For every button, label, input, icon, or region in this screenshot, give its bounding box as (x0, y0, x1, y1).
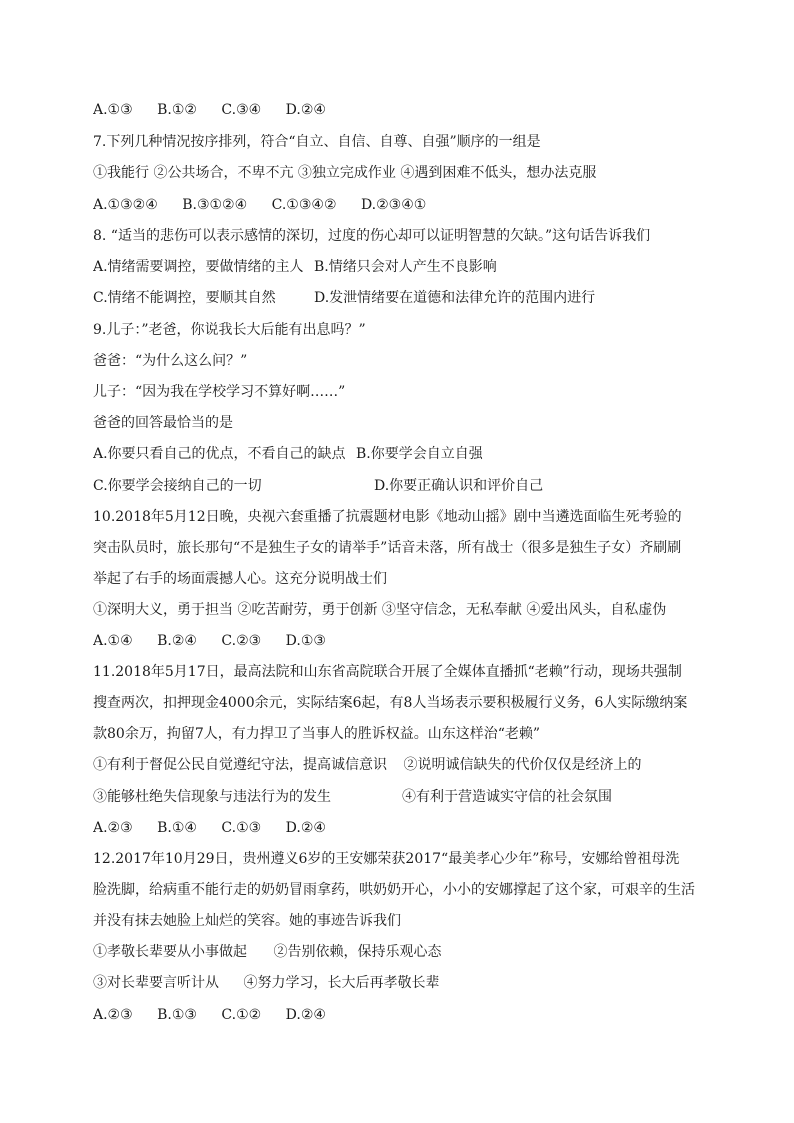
q12-stem-line-1: 12.2017年10月29日，贵州遵义6岁的王安娜荣获2017“最美孝心少年”称号，安娜给曾祖母洗 (93, 851, 680, 867)
q6-option-b: B.①② (157, 102, 197, 118)
q10-stem-line-2: 突击队员时，旅长那句“不是独生子女的请举手”话音未落，所有战士（很多是独生子女）齐刷刷 (93, 540, 682, 556)
q10-options (93, 631, 733, 651)
q11-option-c: C.①③ (221, 820, 262, 836)
q9-options-row2 (93, 476, 733, 496)
q12-statement-2: ②告别依赖，保持乐观心态 (273, 944, 442, 960)
q9-option-b: B.你要学会自立自强 (356, 446, 483, 462)
q7-option-b: B.③①②④ (182, 197, 248, 213)
q11-option-a: A.②③ (93, 820, 133, 836)
q10-option-c: C.②③ (221, 633, 262, 649)
q7-stem: 7.下列几种情况按序排列，符合“自立、自信、自尊、自强”顺序的一组是 (93, 134, 541, 150)
q12-statement-4: ④努力学习，长大后再孝敬长辈 (243, 975, 440, 991)
q12-stem-line-3: 并没有抹去她脸上灿烂的笑容。她的事迹告诉我们 (93, 913, 401, 929)
q11-stem-line-1: 11.2018年5月17日，最高法院和山东省高院联合开展了全媒体直播抓“老赖”行动，现场共强制 (93, 664, 682, 680)
q11-statement-2: ②说明诚信缺失的代价仅仅是经济上的 (403, 757, 642, 773)
q8-options-row2 (93, 288, 733, 308)
q8-option-d: D.发泄情绪要在道德和法律允许的范围内进行 (314, 290, 596, 306)
q11-stem-line-2: 搜查两次，扣押现金4000余元，实际结案6起，有8人当场表示要积极履行义务，6人实际缴纳案 (93, 695, 688, 711)
q7-option-d: D.②③④① (360, 197, 427, 213)
q11-stem-line-3: 款80余万，拘留7人，有力捍卫了当事人的胜诉权益。山东这样治“老赖” (93, 726, 541, 742)
q7-option-a: A.①③②④ (93, 197, 158, 213)
q12-option-a: A.②③ (93, 1007, 133, 1023)
q8-option-a: A.情绪需要调控，要做情绪的主人 (93, 259, 304, 275)
q7-options (93, 195, 733, 215)
q9-dialog-son-1: 9.儿子：”老爸，你说我长大后能有出息吗？” (93, 322, 366, 338)
q10-stem-line-1: 10.2018年5月12日晚，央视六套重播了抗震题材电影《地动山摇》剧中当遴选面临生死考验的 (93, 509, 682, 525)
q11-statements-row1 (93, 755, 733, 775)
q10-option-b: B.②④ (157, 633, 197, 649)
q10-option-a: A.①④ (93, 633, 133, 649)
q8-option-c: C.情绪不能调控，要顺其自然 (93, 290, 276, 306)
q11-option-b: B.①④ (157, 820, 197, 836)
q6-options (93, 100, 733, 120)
q8-stem: 8. “适当的悲伤可以表示感情的深切，过度的伤心却可以证明智慧的欠缺。”这句话告诉我们 (93, 228, 651, 244)
q12-option-d: D.②④ (285, 1007, 326, 1023)
q11-statement-3: ③能够杜绝失信现象与违法行为的发生 (93, 789, 331, 805)
q10-statements: ①深明大义，勇于担当 ②吃苦耐劳，勇于创新 ③坚守信念，无私奉献 ④爱出风头，自私虚伪 (93, 602, 667, 618)
q9-option-c: C.你要学会接纳自己的一切 (93, 478, 262, 494)
q6-option-c: C.③④ (221, 102, 262, 118)
q9-options-row1 (93, 444, 733, 464)
q11-option-d: D.②④ (285, 820, 326, 836)
q8-option-b: B.情绪只会对人产生不良影响 (314, 259, 497, 275)
q7-option-c: C.①③④② (271, 197, 337, 213)
q11-statement-4: ④有利于营造诚实守信的社会氛围 (402, 789, 612, 805)
q9-dialog-son-2: 儿子：“因为我在学校学习不算好啊……” (93, 384, 346, 400)
q12-option-b: B.①③ (157, 1007, 197, 1023)
q12-statements-row2 (93, 973, 733, 993)
q12-statements-row1 (93, 942, 733, 962)
q6-option-d: D.②④ (285, 102, 326, 118)
q9-option-a: A.你要只看自己的优点，不看自己的缺点 (93, 446, 346, 462)
q12-option-c: C.①② (221, 1007, 262, 1023)
q8-options-row1 (93, 257, 733, 277)
q9-stem: 爸爸的回答最恰当的是 (93, 415, 233, 431)
q12-stem-line-2: 脸洗脚，给病重不能行走的奶奶冒雨拿药，哄奶奶开心，小小的安娜撑起了这个家，可艰辛的生活 (93, 882, 695, 898)
q11-options (93, 818, 733, 838)
q7-statements: ①我能行 ②公共场合，不卑不亢 ③独立完成作业 ④遇到困难不低头，想办法克服 (93, 165, 597, 181)
q12-statement-1: ①孝敬长辈要从小事做起 (93, 944, 247, 960)
q10-stem-line-3: 举起了右手的场面震撼人心。这充分说明战士们 (93, 571, 387, 587)
q9-dialog-dad: 爸爸：“为什么这么问？” (93, 353, 248, 369)
q6-option-a: A.①③ (93, 102, 133, 118)
q12-options (93, 1005, 733, 1025)
q11-statements-row2 (93, 787, 733, 807)
q9-option-d: D.你要正确认识和评价自己 (374, 478, 544, 494)
q10-option-d: D.①③ (285, 633, 326, 649)
q12-statement-3: ③对长辈要言听计从 (93, 975, 219, 991)
q11-statement-1: ①有利于督促公民自觉遵纪守法，提高诚信意识 (93, 757, 387, 773)
